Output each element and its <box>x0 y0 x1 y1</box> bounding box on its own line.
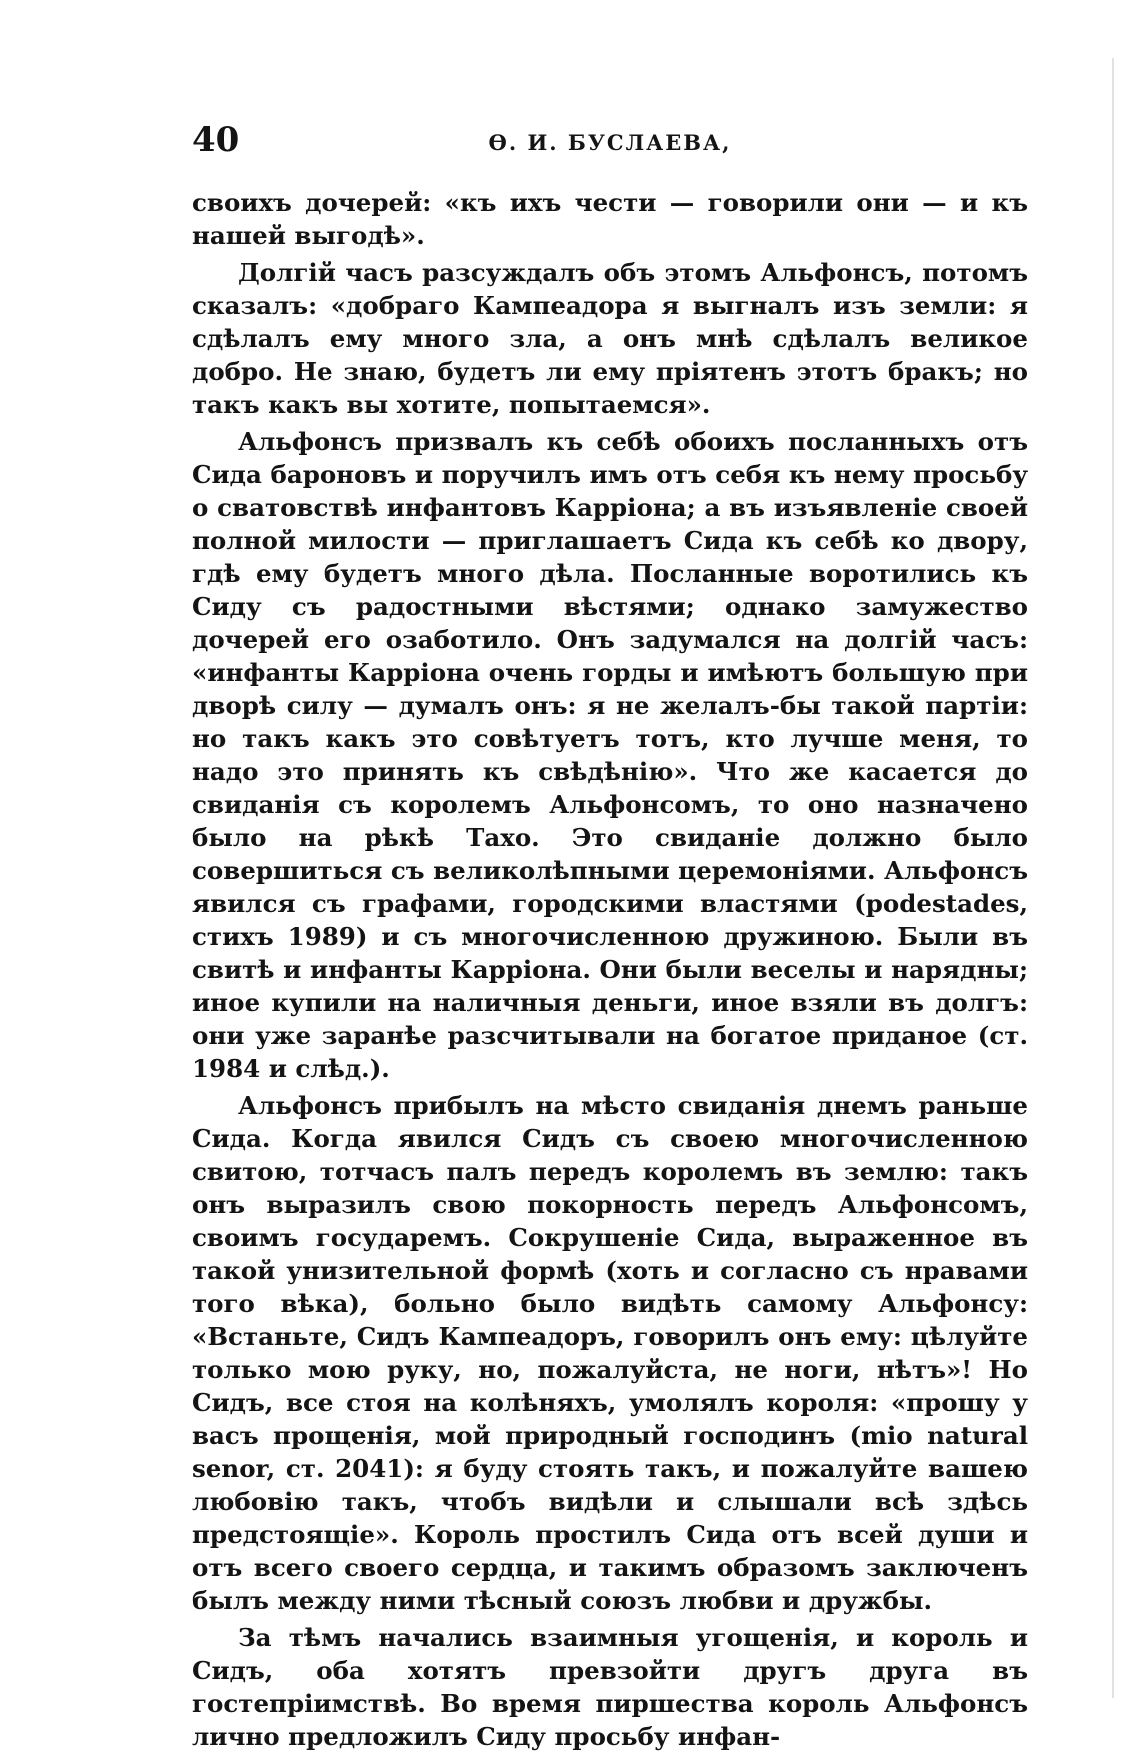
paragraph-continued: своихъ дочерей: «къ ихъ чести — говорили они — и къ нашей выгодѣ». <box>192 188 1028 250</box>
paragraph: Долгій часъ разсуждалъ объ этомъ Альфонсъ, потомъ сказалъ: «добраго Кампеадора я выгналъ изъ земли: я сдѣлалъ ему много зла, а онъ мнѣ сдѣлалъ великое добро. Не знаю, будетъ ли ему пріятенъ этотъ бракъ; но такъ какъ вы хотите, попытаемся». <box>192 258 1028 419</box>
running-head: Ѳ. И. БУСЛАЕВА, <box>488 130 732 155</box>
paragraph: За тѣмъ начались взаимныя угощенія, и король и Сидъ, оба хотятъ превзойти другъ друга въ гостепріимствѣ. Во время пиршества король Альфонсъ лично предложилъ Сиду просьбу инфан- <box>192 1623 1028 1751</box>
book-page <box>192 118 1028 1753</box>
page-edge-line <box>1112 58 1114 1698</box>
page-header <box>192 118 1028 168</box>
body-text <box>192 186 1028 1753</box>
page-number: 40 <box>192 120 240 160</box>
paragraph: Альфонсъ прибылъ на мѣсто свиданія днемъ раньше Сида. Когда явился Сидъ съ своею многочисленною свитою, тотчасъ палъ передъ королемъ въ землю: такъ онъ выразилъ свою покорность передъ Альфонсомъ, своимъ государемъ. Сокрушеніе Сида, выраженное въ такой унизительной формѣ (хоть и согласно съ нравами того вѣка), больно было видѣть самому Альфонсу: «Встаньте, Сидъ Кампеадоръ, говорилъ онъ ему: цѣлуйте только мою руку, но, пожалуйста, не ноги, нѣтъ»! Но Сидъ, все стоя на колѣняхъ, умолялъ короля: «прошу у васъ прощенія, мой природный господинъ (mio natural senor, ст. 2041): я буду стоять такъ, и пожалуйте вашею любовію такъ, чтобъ видѣли и слышали всѣ здѣсь предстоящіе». Король простилъ Сида отъ всей души и отъ всего своего сердца, и такимъ образомъ заключенъ былъ между ними тѣсный союзъ любви и дружбы. <box>192 1091 1028 1615</box>
paragraph: Альфонсъ призвалъ къ себѣ обоихъ посланныхъ отъ Сида бароновъ и поручилъ имъ отъ себя къ нему просьбу о сватовствѣ инфантовъ Карріона; а въ изъявленіе своей полной милости — приглашаетъ Сида къ себѣ ко двору, гдѣ ему будетъ много дѣла. Посланные воротились къ Сиду съ радостными вѣстями; однако замужество дочерей его озаботило. Онъ задумался на долгій часъ: «инфанты Карріона очень горды и имѣютъ большую при дворѣ силу — думалъ онъ: я не желалъ-бы такой партіи: но такъ какъ это совѣтуетъ тотъ, кто лучше меня, то надо это принять къ свѣдѣнію». Что же касается до свиданія съ королемъ Альфонсомъ, то оно назначено было на рѣкѣ Тахо. Это свиданіе должно было совершиться съ великолѣпными церемоніями. Альфонсъ явился съ графами, городскими властями (podestades, стихъ 1989) и съ многочисленною дружиною. Были въ свитѣ и инфанты Карріона. Они были веселы и нарядны; иное купили на наличныя деньги, иное взяли въ долгъ: они уже заранѣе разсчитывали на богатое приданое (ст. 1984 и слѣд.). <box>192 427 1028 1083</box>
